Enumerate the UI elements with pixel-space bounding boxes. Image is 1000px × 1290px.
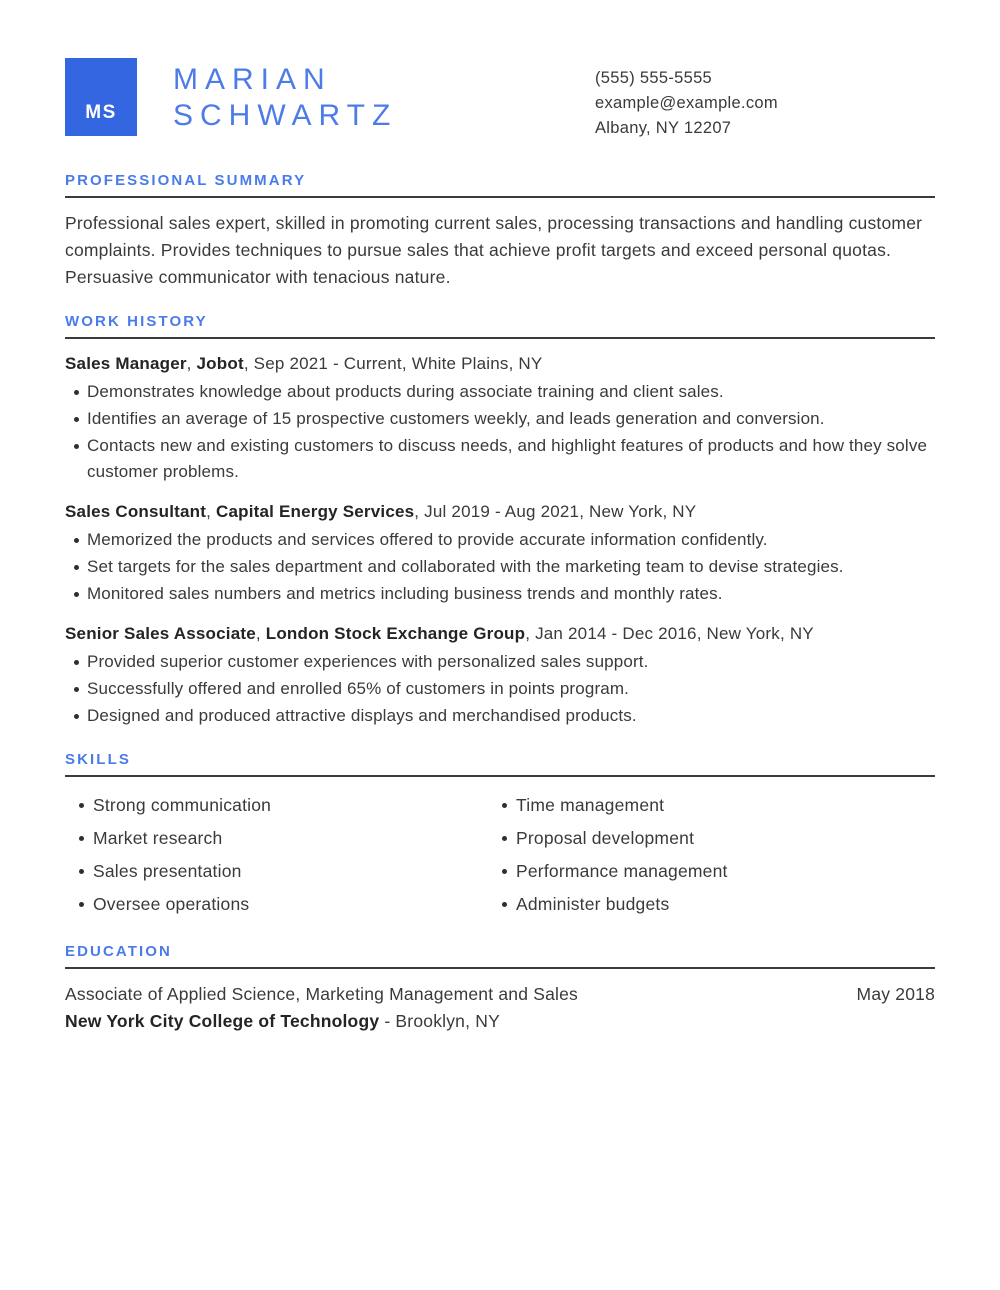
- list-item: Identifies an average of 15 prospective customers weekly, and leads generation and conversion.: [65, 406, 935, 432]
- job-entry: [65, 621, 935, 729]
- job-meta: Jul 2019 - Aug 2021, New York, NY: [424, 502, 697, 521]
- skills-column-left: [65, 789, 488, 921]
- job-bullet-list: [65, 379, 935, 485]
- education-school-location: - Brooklyn, NY: [384, 1011, 500, 1031]
- job-heading: Sales Consultant, Capital Energy Services, Jul 2019 - Aug 2021, New York, NY: [65, 502, 697, 521]
- list-item: Sales presentation: [65, 855, 488, 888]
- job-meta: Jan 2014 - Dec 2016, New York, NY: [535, 624, 814, 643]
- list-item: Successfully offered and enrolled 65% of customers in points program.: [65, 676, 935, 702]
- job-heading: Sales Manager, Jobot, Sep 2021 - Current, White Plains, NY: [65, 354, 543, 373]
- section-divider: [65, 775, 935, 777]
- candidate-name: [173, 58, 595, 134]
- education-date: May 2018: [856, 984, 935, 1004]
- education-school: New York City College of Technology: [65, 1011, 380, 1031]
- section-title-skills: SKILLS: [65, 751, 131, 768]
- list-item: Contacts new and existing customers to discuss needs, and highlight features of products and how they solve customer problems.: [65, 433, 935, 485]
- list-item: Market research: [65, 822, 488, 855]
- skills-grid: [65, 789, 935, 921]
- job-bullet-list: [65, 649, 935, 729]
- resume-header: [65, 0, 935, 150]
- education-school-line: [65, 1008, 935, 1035]
- section-title-summary: PROFESSIONAL SUMMARY: [65, 172, 307, 189]
- last-name: SCHWARTZ: [173, 99, 398, 132]
- list-item: Monitored sales numbers and metrics including business trends and monthly rates.: [65, 581, 935, 607]
- contact-phone: (555) 555-5555: [595, 69, 713, 87]
- list-item: Demonstrates knowledge about products during associate training and client sales.: [65, 379, 935, 405]
- list-item: Memorized the products and services offered to provide accurate information confidently.: [65, 527, 935, 553]
- education-entry: [65, 981, 935, 1008]
- skills-column-right: [488, 789, 935, 921]
- contact-email: example@example.com: [595, 94, 778, 112]
- job-entry: [65, 351, 935, 485]
- section-divider: [65, 967, 935, 969]
- job-heading: Senior Sales Associate, London Stock Exchange Group, Jan 2014 - Dec 2016, New York, NY: [65, 624, 814, 643]
- monogram-initials: MS: [85, 102, 117, 123]
- list-item: Performance management: [488, 855, 935, 888]
- list-item: Time management: [488, 789, 935, 822]
- job-company: Jobot: [196, 354, 244, 373]
- section-education: [65, 943, 935, 1035]
- job-entry: [65, 499, 935, 607]
- job-company: London Stock Exchange Group: [265, 624, 526, 643]
- job-bullet-list: [65, 527, 935, 607]
- section-professional-summary: [65, 172, 935, 291]
- list-item: Strong communication: [65, 789, 488, 822]
- job-position: Sales Manager: [65, 354, 187, 373]
- section-divider: [65, 337, 935, 339]
- list-item: Proposal development: [488, 822, 935, 855]
- list-item: Set targets for the sales department and collaborated with the marketing team to devise strategies.: [65, 554, 935, 580]
- list-item: Designed and produced attractive displays and merchandised products.: [65, 703, 935, 729]
- section-title-education: EDUCATION: [65, 943, 172, 960]
- section-title-work-history: WORK HISTORY: [65, 313, 208, 330]
- list-item: Provided superior customer experiences with personalized sales support.: [65, 649, 935, 675]
- monogram-logo: [65, 58, 137, 136]
- job-position: Sales Consultant: [65, 502, 207, 521]
- list-item: Oversee operations: [65, 888, 488, 921]
- first-name: MARIAN: [173, 63, 332, 96]
- job-meta: Sep 2021 - Current, White Plains, NY: [253, 354, 543, 373]
- job-company: Capital Energy Services: [215, 502, 415, 521]
- section-divider: [65, 196, 935, 198]
- education-degree: Associate of Applied Science, Marketing Management and Sales: [65, 984, 578, 1004]
- summary-text: Professional sales expert, skilled in promoting current sales, processing transactions and handling customer complaints. Provides techniques to pursue sales that achieve profit targets and exceed personal quotas. Persuasive communicator with tenacious nature.: [65, 213, 923, 287]
- contact-location: Albany, NY 12207: [595, 119, 732, 137]
- contact-info: [595, 58, 935, 141]
- section-skills: [65, 751, 935, 921]
- job-position: Senior Sales Associate: [65, 624, 256, 643]
- section-work-history: [65, 313, 935, 729]
- list-item: Administer budgets: [488, 888, 935, 921]
